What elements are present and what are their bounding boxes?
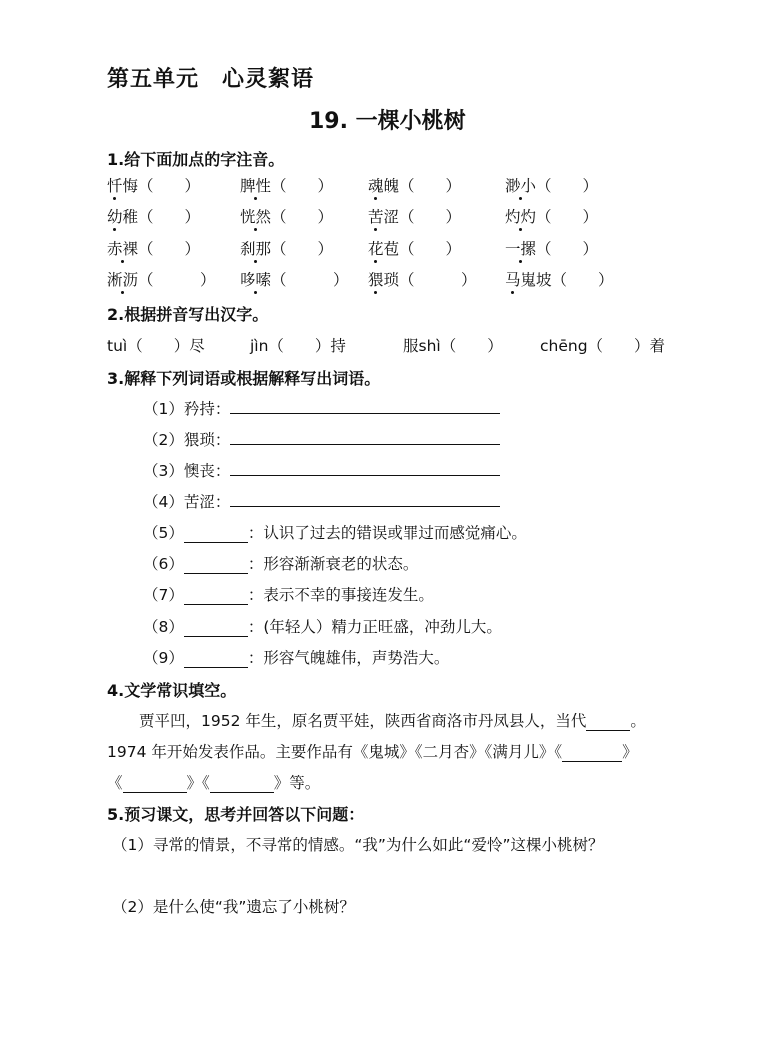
literature-text: 贾平凹，1952 年生，原名贾平娃，陕西省商洛市丹凤县人，当代 [139,712,587,730]
literature-text: 1974 年开始发表作品。主要作品有《鬼城》《二月杏》《满月儿》《 [107,743,563,761]
answer-parens: （ ） [138,177,201,195]
word-text: 脾性 [240,177,272,195]
word-label: （3）懊丧： [143,462,231,480]
dotted-char: 花 [368,240,384,258]
definition-number: （5） [143,524,184,542]
section2-heading: 2.根据拼音写出汉字。 [107,305,269,324]
pinyin-word [368,268,477,290]
pinyin-word [240,237,333,259]
literature-text: 》 [622,743,638,761]
pinyin-word [505,237,598,259]
literature-line [107,771,320,793]
answer-parens: （ ） [271,240,334,258]
word-text: 赤裸 [107,240,139,258]
pinyin-word [107,237,200,259]
answer-blank [184,618,248,637]
answer-parens: （ ） [536,208,599,226]
pinyin-word [368,205,461,227]
definition-number: （8） [143,618,184,636]
pinyin-item: tuì（ ）尽 [107,337,205,355]
pinyin-word [505,205,598,227]
definition-text: ：形容渐渐衰老的状态。 [247,555,419,573]
word-text: 一摞 [505,240,537,258]
word-text: 悔 [122,177,139,195]
answer-line [230,506,500,507]
answer-parens: （ ） [536,177,599,195]
word-label: （1）矜持： [143,400,231,418]
answer-parens: （ ） [399,271,477,289]
answer-parens: （ ） [536,240,599,258]
word-text: 刹那 [240,240,272,258]
word-text: 哆嗦 [240,271,272,289]
section1-heading: 1.给下面加点的字注音。 [107,150,285,169]
word-text: 嵬坡 [520,271,552,289]
definition-number: （6） [143,555,184,573]
question: （1）寻常的情景，不寻常的情感。“我”为什么如此“爱怜”这棵小桃树？ [112,836,604,854]
unit-title: 第五单元 心灵絮语 [107,67,315,92]
answer-parens: （ ） [271,271,349,289]
pinyin-word [240,174,333,196]
literature-text: 》等。 [273,774,321,792]
dotted-char: 魂 [368,177,384,195]
word-text: 淅沥 [107,271,139,289]
literature-line [107,740,638,762]
literature-text: 。 [630,712,646,730]
answer-blank [123,774,187,793]
answer-blank [184,586,248,605]
pinyin-word [107,174,200,196]
definition-row [143,615,502,637]
answer-line [230,475,500,476]
section5-heading: 5.预习课文，思考并回答以下问题： [107,805,365,824]
word-text: 涩 [383,208,400,226]
answer-parens: （ ） [271,177,334,195]
answer-line [230,413,500,414]
pinyin-word [368,237,461,259]
word-text: 渺小 [505,177,537,195]
definition-number: （9） [143,649,184,667]
answer-blank [586,712,630,731]
definition-row [143,646,449,668]
dotted-char: 忏 [107,177,123,195]
pinyin-item: jìn（ ）持 [250,337,346,355]
answer-parens: （ ） [138,240,201,258]
answer-blank [184,524,248,543]
literature-text: 《 [107,774,123,792]
answer-parens: （ ） [551,271,614,289]
section3-heading: 3.解释下列词语或根据解释写出词语。 [107,369,381,388]
lesson-title: 19. 一棵小桃树 [309,109,466,134]
word-text: 恍然 [240,208,272,226]
definition-row [143,552,418,574]
pinyin-word [505,174,598,196]
definition-number: （7） [143,586,184,604]
pinyin-word [240,205,333,227]
answer-blank [184,555,248,574]
answer-line [230,444,500,445]
literature-text: 》《 [186,774,210,792]
pinyin-word [505,268,614,290]
answer-blank [210,774,274,793]
pinyin-word [107,268,216,290]
definition-row [143,521,527,543]
pinyin-item: 服shì（ ） [403,337,503,355]
pinyin-word [240,268,349,290]
dotted-char: 猥 [368,271,384,289]
answer-parens: （ ） [399,240,462,258]
dotted-char: 马 [505,271,521,289]
pinyin-item: chēng（ ）着 [540,337,666,355]
word-text: 灼灼 [505,208,537,226]
word-text: 魄 [383,177,400,195]
answer-parens: （ ） [399,177,462,195]
word-label: （2）猥琐： [143,431,231,449]
definition-text: ：表示不幸的事接连发生。 [247,586,434,604]
word-text: 琐 [383,271,400,289]
answer-parens: （ ） [138,271,216,289]
word-text: 稚 [122,208,139,226]
question: （2）是什么使“我”遗忘了小桃树？ [112,898,355,916]
word-text: 苞 [383,240,400,258]
pinyin-word [107,205,200,227]
definition-text: ：(年轻人）精力正旺盛，冲劲儿大。 [247,618,502,636]
answer-parens: （ ） [399,208,462,226]
answer-parens: （ ） [271,208,334,226]
definition-text: ：形容气魄雄伟，声势浩大。 [247,649,450,667]
definition-text: ：认识了过去的错误或罪过而感觉痛心。 [247,524,527,542]
section4-heading: 4.文学常识填空。 [107,681,237,700]
literature-line [139,709,646,731]
dotted-char: 幼 [107,208,123,226]
definition-row [143,583,434,605]
answer-blank [184,649,248,668]
dotted-char: 苦 [368,208,384,226]
answer-blank [562,743,622,762]
pinyin-word [368,174,461,196]
answer-parens: （ ） [138,208,201,226]
word-label: （4）苦涩： [143,493,231,511]
